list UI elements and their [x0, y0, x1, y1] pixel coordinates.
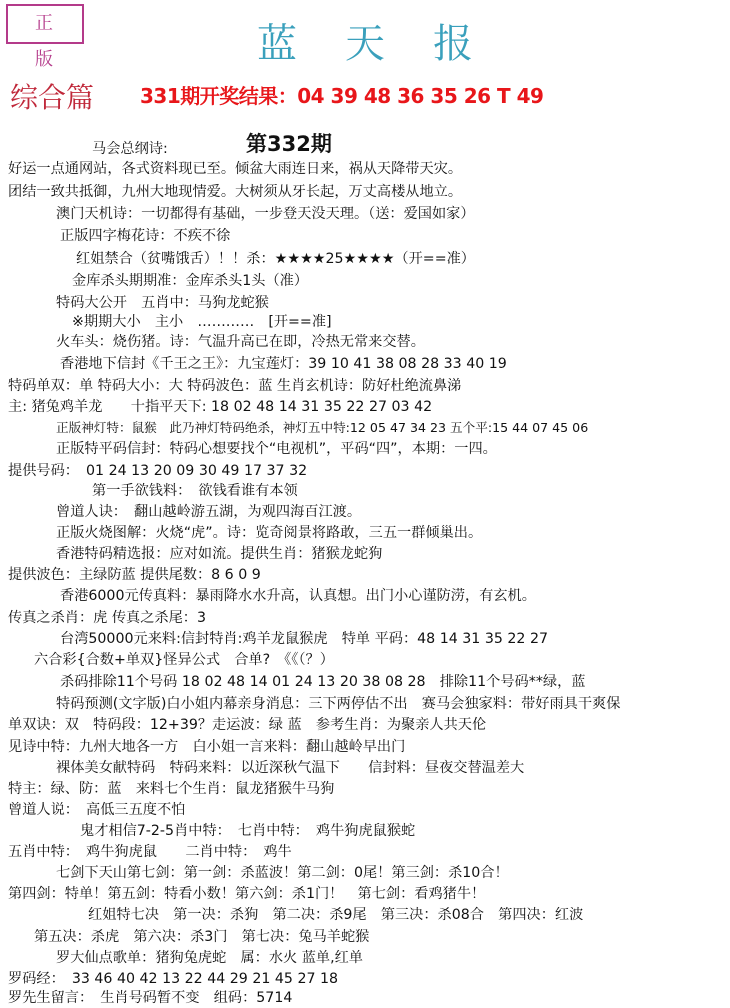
text-line: 主: 猪兔鸡羊龙 十指平天下: 18 02 48 14 31 35 22 27 03 42	[8, 399, 433, 415]
text-line: 提供波色：主绿防蓝 提供尾数：8 6 0 9	[8, 567, 261, 583]
text-line: 见诗中特：九州大地各一方 白小姐一言来料：翻山越岭早出门	[8, 739, 406, 755]
text-line: 香港地下信封《千王之王》：九宝莲灯：39 10 41 38 08 28 33 40 19	[60, 356, 507, 372]
text-line: 正版四字梅花诗：不疾不徐	[60, 228, 231, 244]
text-line: 第一手欲钱料： 欲钱看谁有本领	[92, 483, 298, 499]
text-line: 特码预测(文字版)白小姐内幕亲身消息：三下两停估不出 赛马会独家料：带好雨具干爽保	[56, 696, 621, 712]
text-line: 曾道人说： 高低三五度不怕	[8, 802, 186, 818]
text-line: 七剑下天山第七剑：第一剑：杀蓝波！第二剑：0尾！第三剑：杀10合！	[56, 865, 509, 881]
text-line: 香港6000元传真料：暴雨降水水升高，认真想。出门小心谨防涝，有玄机。	[60, 588, 536, 604]
text-line: 提供号码： 01 24 13 20 09 30 49 17 37 32	[8, 463, 308, 479]
text-line: 六合彩{合数+单双}怪异公式 合单? 《《（？）	[34, 652, 334, 668]
text-line: ※期期大小 主小 ………… [开==准]	[72, 314, 332, 330]
text-line: 传真之杀肖：虎 传真之杀尾：3	[8, 610, 206, 626]
text-line: 澳门天机诗：一切都得有基础，一步登天没天理。（送：爱国如家）	[56, 206, 475, 222]
text-line: 特码单双：单 特码大小：大 特码波色：蓝 生肖玄机诗：防好杜绝流鼻涕	[8, 378, 462, 394]
text-line: 团结一致共抵御，九州大地现情爱。大树须从牙长起，万丈高楼从地立。	[8, 184, 463, 200]
text-line: 杀码排除11个号码 18 02 48 14 01 24 13 20 38 08 28 排除11个号码**绿，蓝	[60, 674, 586, 690]
text-line: 金库杀头期期准：金库杀头1头（准）	[72, 273, 309, 289]
text-line: 曾道人诀： 翻山越岭游五湖，为观四海百江渡。	[56, 504, 362, 520]
text-line: 单双诀：双 特码段：12+39？走运波：绿 蓝 参考生肖：为聚亲人共天伦	[8, 717, 487, 733]
text-line: 红姐禁合（贫嘴饿舌）！！杀：★★★★25★★★★（开==准）	[76, 251, 475, 267]
text-line: 正版神灯特：鼠猴 此乃神灯特码绝杀，神灯五中特:12 05 47 34 23 五个平:15 44 07 45 06	[56, 420, 589, 435]
text-line: 第四剑：特单！第五剑：特看小数！第六剑：杀1门！ 第七剑：看鸡猪牛！	[8, 886, 486, 902]
text-line: 五肖中特： 鸡牛狗虎鼠 二肖中特： 鸡牛	[8, 844, 292, 860]
text-line: 罗码经： 33 46 40 42 13 22 44 29 21 45 27 18	[8, 971, 339, 987]
text-line: 特码大公开 五肖中：马狗龙蛇猴	[56, 295, 269, 311]
text-line: 罗大仙点歌单：猪狗兔虎蛇 属：水火 蓝单,红单	[56, 950, 363, 966]
genuine-edition-stamp: 正 版	[6, 4, 84, 44]
section-label: 综合篇	[10, 81, 95, 114]
issue-number: 第332期	[246, 132, 332, 156]
text-line: 香港特码精选报：应对如流。提供生肖：猪猴龙蛇狗	[56, 546, 383, 562]
text-line: 正版火烧图解：火烧“虎”。诗：览奇阅景将路敢，三五一群倾巢出。	[56, 525, 483, 541]
text-line: 正版特平码信封：特码心想要找个“电视机”，平码“四”，本期：一四。	[56, 441, 497, 457]
text-line: 鬼才相信7-2-5肖中特： 七肖中特： 鸡牛狗虎鼠猴蛇	[80, 823, 416, 839]
text-line: 好运一点通网站，各式资料现已至。倾盆大雨连日来，祸从天降带天灾。	[8, 161, 463, 177]
text-line: 第五决：杀虎 第六决：杀3门 第七决：兔马羊蛇猴	[34, 929, 370, 945]
text-line: 马会总纲诗:	[92, 141, 168, 157]
text-line: 罗先生留言： 生肖号码暂不变 组码：5714	[8, 990, 293, 1006]
newspaper-title: 蓝天报	[257, 21, 521, 67]
previous-draw-result: 331期开奖结果：04 39 48 36 35 26 T 49	[140, 84, 544, 108]
text-line: 台湾50000元来料:信封特肖:鸡羊龙鼠猴虎 特单 平码：48 14 31 35 22 27	[60, 631, 549, 647]
text-line: 火车头：烧伤猪。诗：气温升高已在即，冷热无常来交替。	[56, 334, 425, 350]
text-line: 裸体美女献特码 特码来料：以近深秋气温下 信封料：昼夜交替温差大	[56, 760, 525, 776]
text-line: 特主：绿、防：蓝 来料七个生肖：鼠龙猪猴牛马狗	[8, 781, 335, 797]
text-line: 红姐特七决 第一决：杀狗 第二决：杀9尾 第三决：杀08合 第四决：红波	[88, 907, 584, 923]
